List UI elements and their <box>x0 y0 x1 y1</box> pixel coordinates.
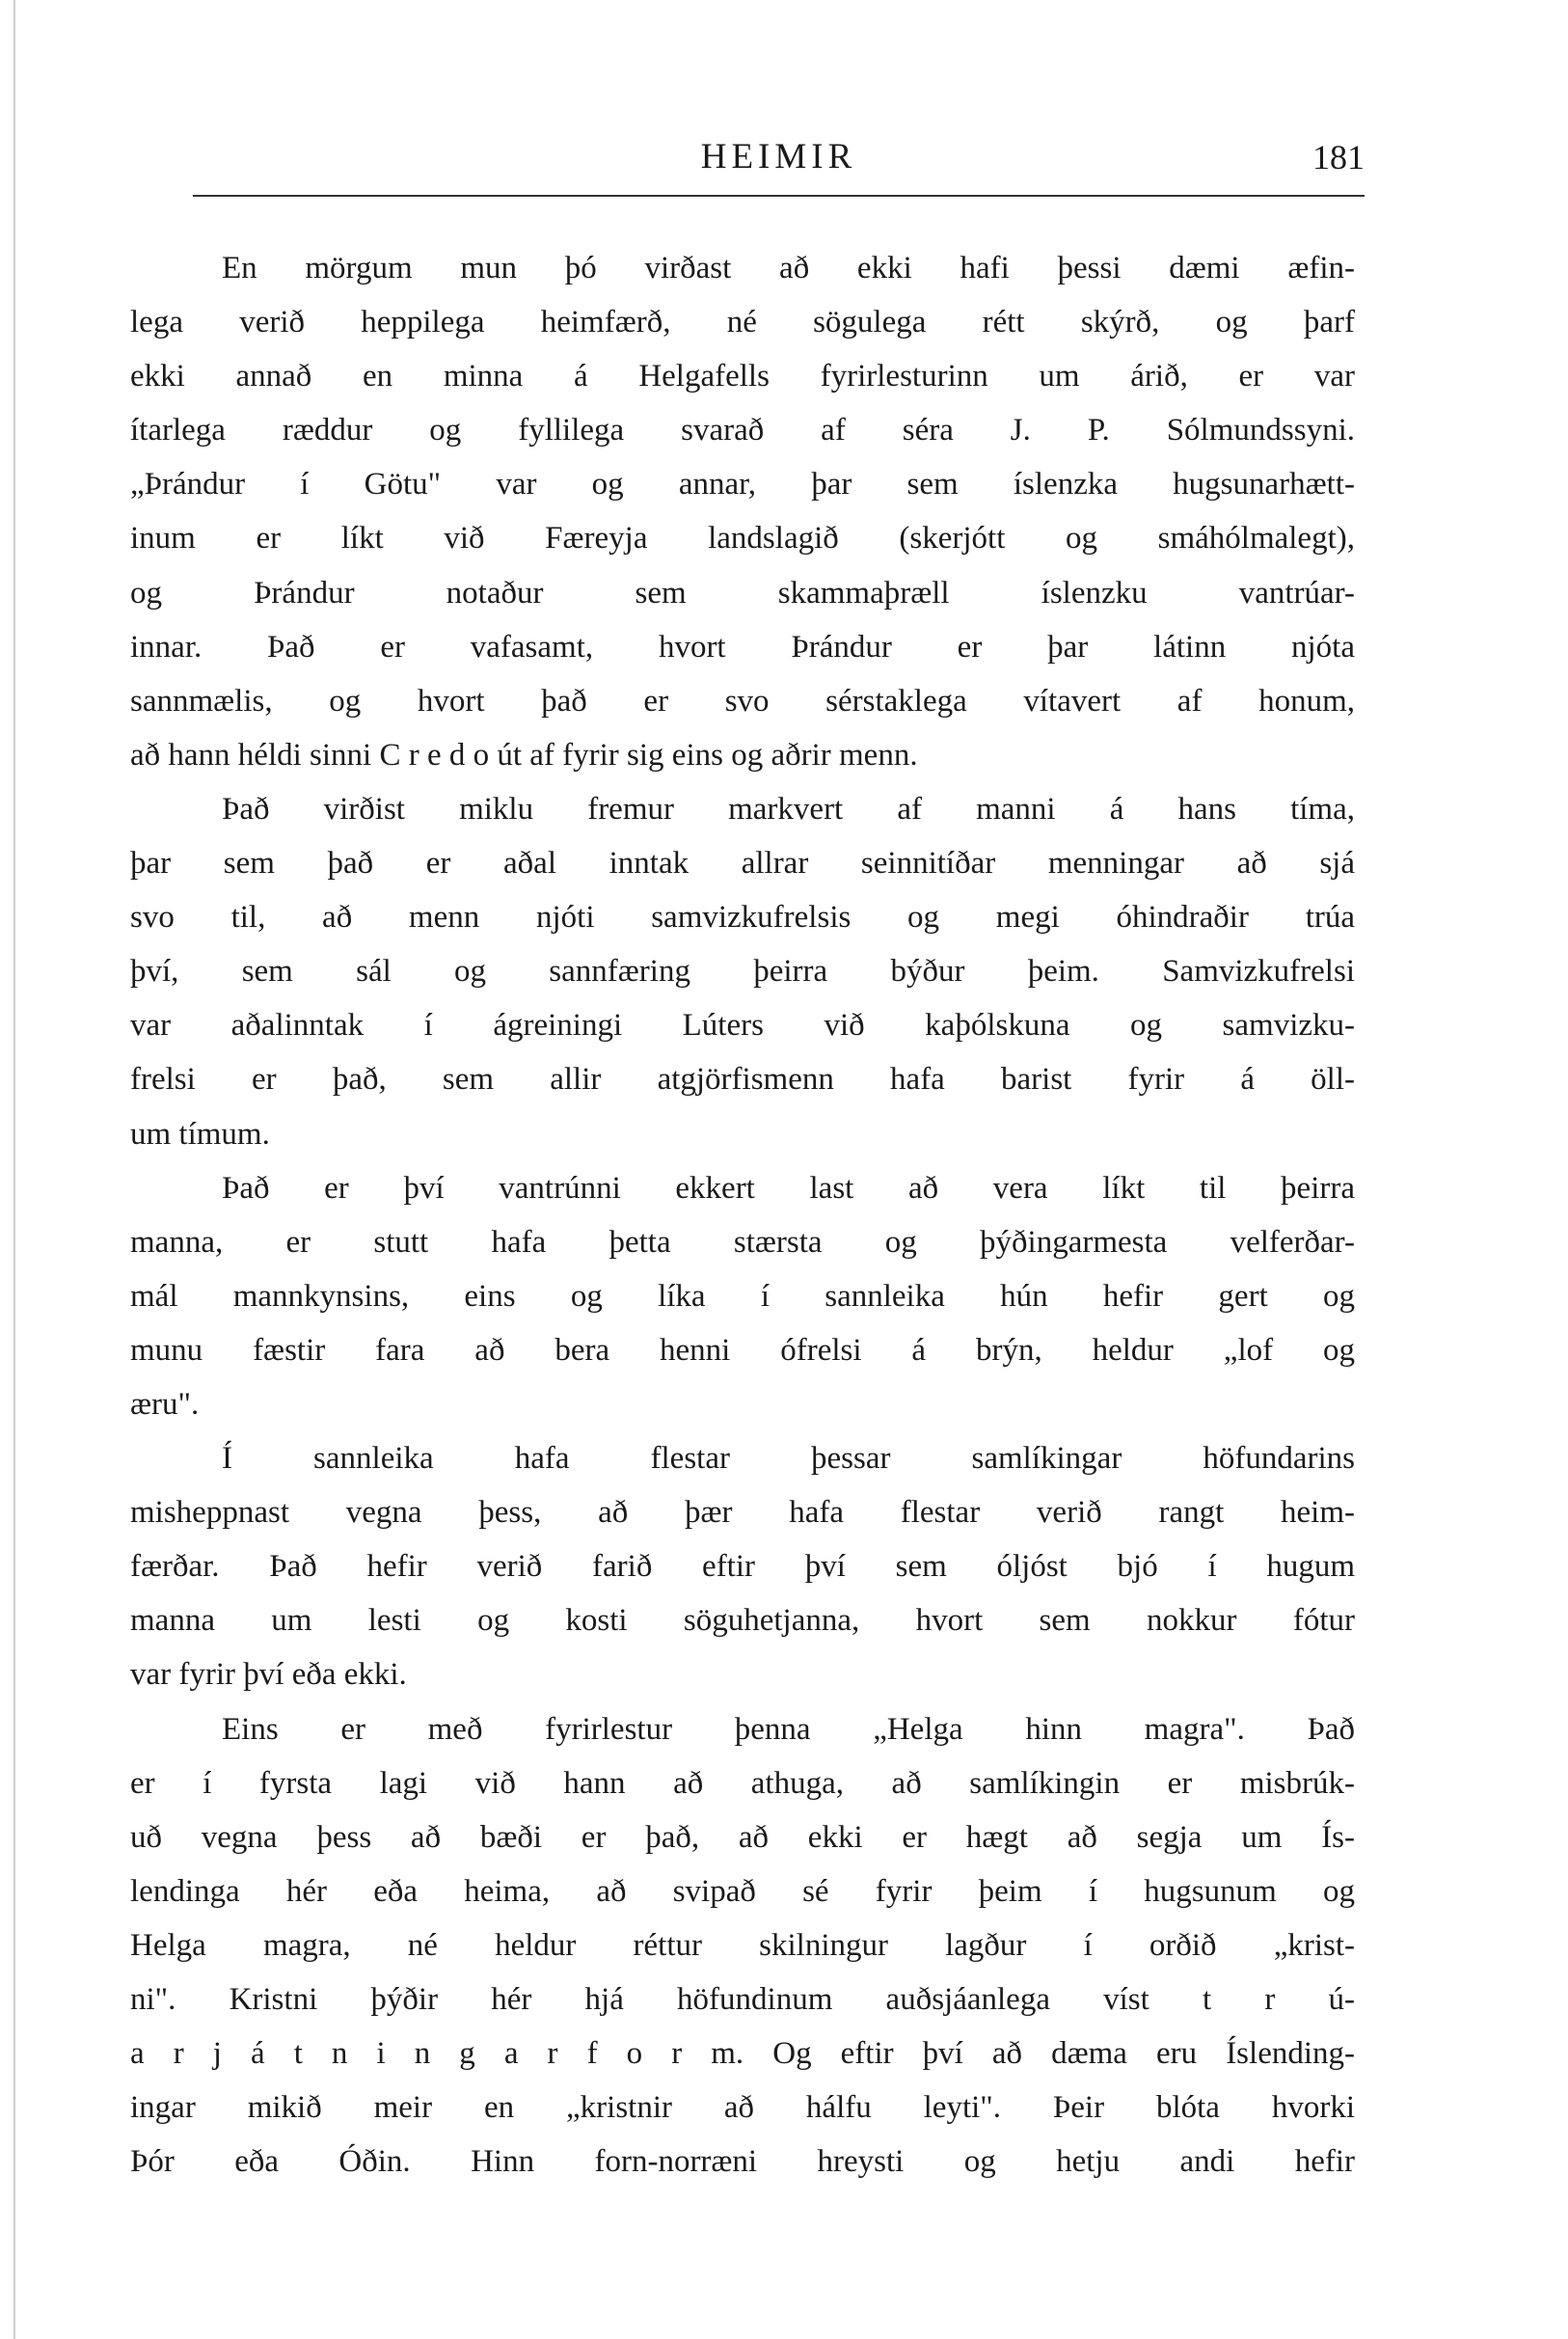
text-line: var aðalinntak í ágreiningi Lúters við kaþólskuna og samvizku- <box>130 1008 1355 1044</box>
text-line: Það virðist miklu fremur markvert af manni á hans tíma, <box>222 791 1355 827</box>
text-line: innar. Það er vafasamt, hvort Þrándur er þar látinn njóta <box>130 629 1355 665</box>
text-line: var fyrir því eða ekki. <box>130 1657 407 1693</box>
text-line: En mörgum mun þó virðast að ekki hafi þessi dæmi æfin- <box>222 251 1355 286</box>
text-line: lega verið heppilega heimfærð, né sögulega rétt skýrð, og þarf <box>130 305 1355 340</box>
text-line: Það er því vantrúnni ekkert last að vera líkt til þeirra <box>222 1170 1355 1206</box>
text-line: manna, er stutt hafa þetta stærsta og þýðingarmesta velferðar- <box>130 1224 1355 1260</box>
text-line: Helga magra, né heldur réttur skilningur lagður í orðið „krist- <box>130 1927 1355 1963</box>
body-text <box>130 241 1355 2189</box>
text-line: sannmælis, og hvort það er svo sérstaklega vítavert af honum, <box>130 683 1355 719</box>
text-line: mál mannkynsins, eins og líka í sannleika hún hefir gert og <box>130 1278 1355 1314</box>
header-rule <box>193 195 1365 197</box>
page-number: 181 <box>1312 138 1365 177</box>
text-line: er í fyrsta lagi við hann að athuga, að samlíkingin er misbrúk- <box>130 1765 1355 1801</box>
text-line: um tímum. <box>130 1116 270 1152</box>
text-line: svo til, að menn njóti samvizkufrelsis og megi óhindraðir trúa <box>130 900 1355 936</box>
text-line: þar sem það er aðal inntak allrar seinnitíðar menningar að sjá <box>130 846 1355 882</box>
text-line: að hann héldi sinni C r e d o út af fyrir sig eins og aðrir menn. <box>130 737 918 773</box>
text-line: lendinga hér eða heima, að svipað sé fyrir þeim í hugsunum og <box>130 1873 1355 1909</box>
text-line: ítarlega ræddur og fyllilega svarað af séra J. P. Sólmundssyni. <box>130 413 1355 449</box>
text-line: Þór eða Óðin. Hinn forn-norræni hreysti og hetju andi hefir <box>130 2144 1355 2180</box>
text-line: ekki annað en minna á Helgafells fyrirlesturinn um árið, er var <box>130 359 1355 394</box>
text-line: og Þrándur notaður sem skammaþræll íslenzku vantrúar- <box>130 575 1355 611</box>
text-line: æru". <box>130 1386 200 1422</box>
text-line: inum er líkt við Færeyja landslagið (skerjótt og smáhólmalegt), <box>130 521 1355 557</box>
text-line: uð vegna þess að bæði er það, að ekki er hægt að segja um Ís- <box>130 1819 1355 1855</box>
text-line: Eins er með fyrirlestur þenna „Helga hinn magra". Það <box>222 1711 1355 1747</box>
page-header <box>193 133 1365 181</box>
text-line: munu fæstir fara að bera henni ófrelsi á brýn, heldur „lof og <box>130 1332 1355 1368</box>
text-line: því, sem sál og sannfæring þeirra býður þeim. Samvizkufrelsi <box>130 954 1355 990</box>
text-line: ingar mikið meir en „kristnir að hálfu leyti". Þeir blóta hvorki <box>130 2090 1355 2126</box>
text-line: a r j á t n i n g a r f o r m. Og eftir því að dæma eru Íslending- <box>130 2036 1355 2072</box>
text-line: „Þrándur í Götu" var og annar, þar sem íslenzka hugsunarhætt- <box>130 467 1355 503</box>
page-edge-line <box>14 0 15 2339</box>
text-line: ni". Kristni þýðir hér hjá höfundinum auðsjáanlega víst t r ú- <box>130 1982 1355 2017</box>
running-title: HEIMIR <box>700 137 857 177</box>
text-line: færðar. Það hefir verið farið eftir því sem óljóst bjó í hugum <box>130 1549 1355 1585</box>
text-line: frelsi er það, sem allir atgjörfismenn hafa barist fyrir á öll- <box>130 1062 1355 1098</box>
text-line: misheppnast vegna þess, að þær hafa flestar verið rangt heim- <box>130 1495 1355 1531</box>
text-line: manna um lesti og kosti söguhetjanna, hvort sem nokkur fótur <box>130 1603 1355 1639</box>
text-line: Í sannleika hafa flestar þessar samlíkingar höfundarins <box>222 1441 1355 1477</box>
